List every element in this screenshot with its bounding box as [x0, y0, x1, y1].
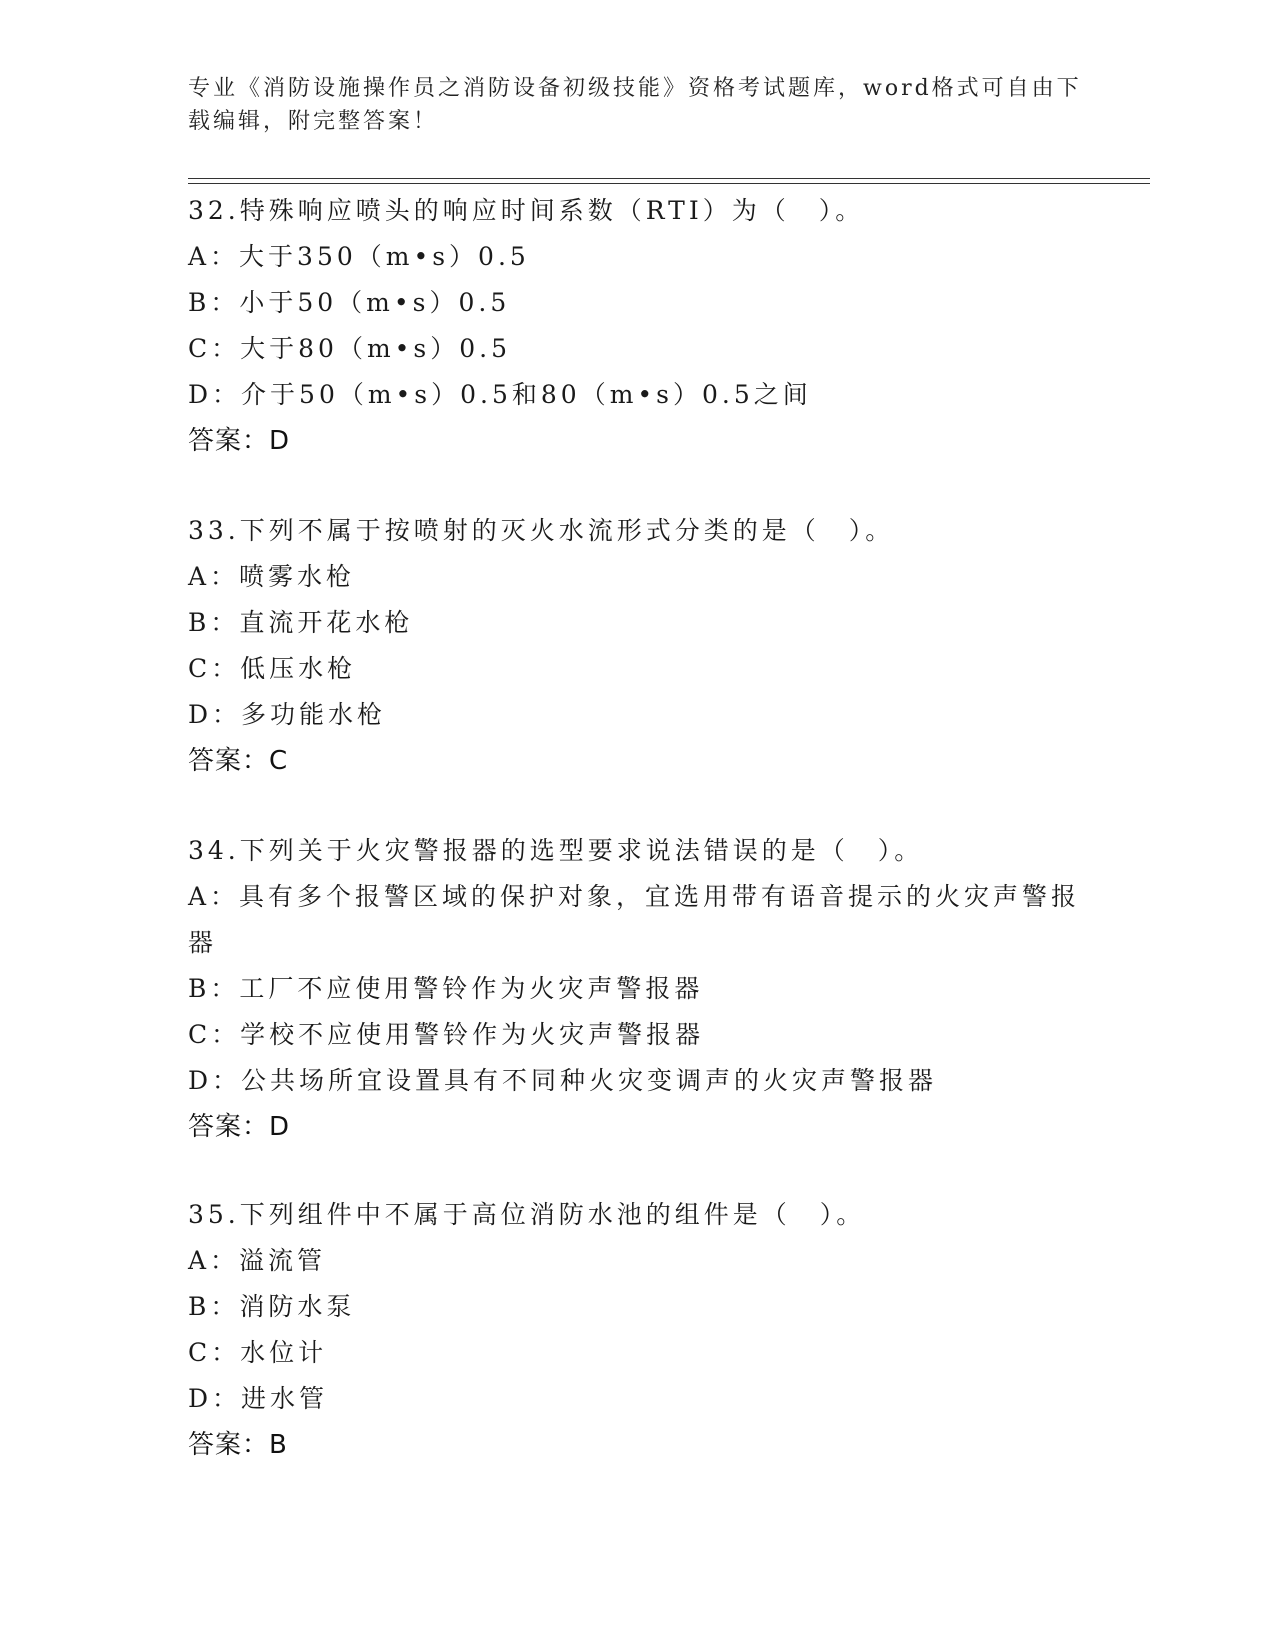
header-divider-top: [188, 178, 1150, 179]
option-d: D：介于50（m•s）0.5和80（m•s）0.5之间: [188, 380, 812, 409]
option-b: B：直流开花水枪: [188, 608, 414, 637]
option-b: B：工厂不应使用警铃作为火灾声警报器: [188, 974, 704, 1003]
answer-label: 答案：B: [188, 1430, 288, 1460]
question-stem: 33.下列不属于按喷射的灭火水流形式分类的是（ ）。: [188, 516, 895, 545]
question-35: [188, 1192, 1088, 1468]
document-intro: 专业《消防设施操作员之消防设备初级技能》资格考试题库，word格式可自由下载编辑，附完整答案！: [188, 76, 1082, 134]
option-b: B：小于50（m•s）0.5: [188, 288, 511, 317]
question-34: [188, 828, 1088, 1150]
option-b: B：消防水泵: [188, 1292, 356, 1321]
option-c: C：大于80（m•s）0.5: [188, 334, 511, 363]
option-a: A：大于350（m•s）0.5: [188, 242, 530, 271]
answer-label: 答案：D: [188, 426, 291, 456]
answer-label: 答案：C: [188, 746, 289, 776]
header-divider-bottom: [188, 183, 1150, 184]
option-a: A：溢流管: [188, 1246, 327, 1275]
option-c: C：低压水枪: [188, 654, 357, 683]
question-stem: 32.特殊响应喷头的响应时间系数（RTI）为（ ）。: [188, 196, 865, 225]
option-a: A：喷雾水枪: [188, 562, 356, 591]
question-32: [188, 188, 1088, 464]
option-d: D：进水管: [188, 1384, 329, 1413]
option-c: C：学校不应使用警铃作为火灾声警报器: [188, 1020, 705, 1049]
option-a: A：具有多个报警区域的保护对象，宜选用带有语音提示的火灾声警报器: [188, 882, 1081, 957]
option-d: D：公共场所宜设置具有不同种火灾变调声的火灾声警报器: [188, 1066, 938, 1095]
answer-label: 答案：D: [188, 1112, 291, 1142]
question-stem: 34.下列关于火灾警报器的选型要求说法错误的是（ ）。: [188, 836, 924, 865]
option-c: C：水位计: [188, 1338, 328, 1367]
question-33: [188, 508, 1088, 784]
option-d: D：多功能水枪: [188, 700, 387, 729]
question-stem: 35.下列组件中不属于高位消防水池的组件是（ ）。: [188, 1200, 866, 1229]
